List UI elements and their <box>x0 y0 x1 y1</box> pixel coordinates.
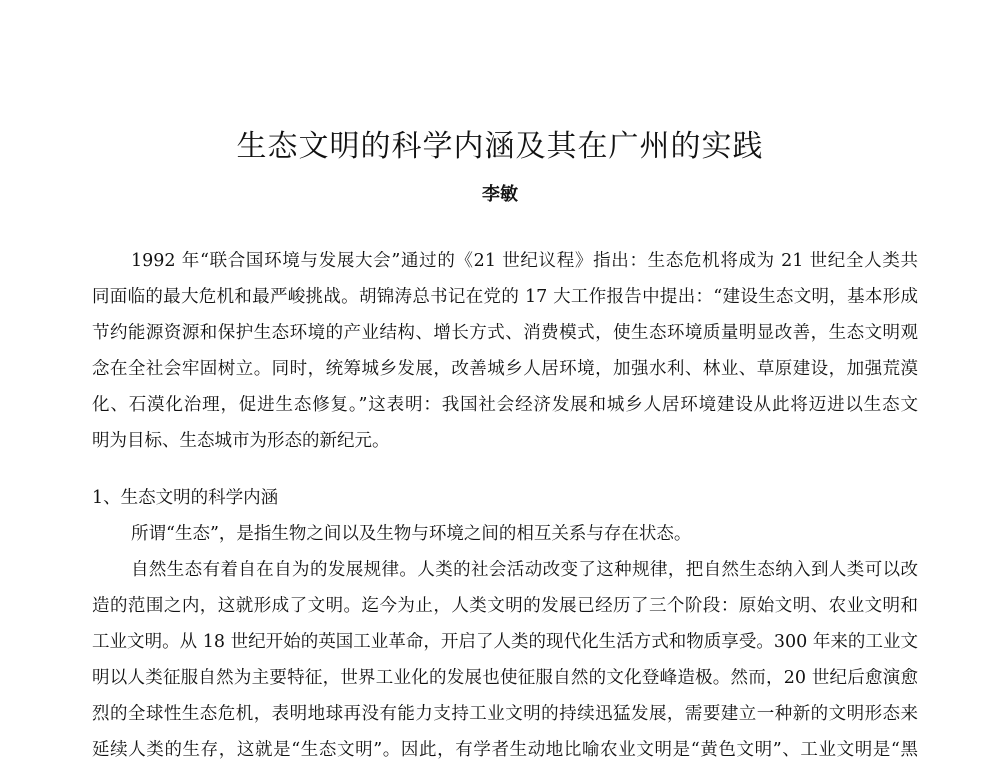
paragraph-1-line: 1992 年“联合国环境与发展大会”通过的《21 世纪议程》指出：生态危机将成为 21 世纪全人类共 <box>131 251 918 271</box>
paragraph-3-line: 自然生态有着自在自为的发展规律。人类的社会活动改变了这种规律，把自然生态纳入到人类可以改 <box>131 560 918 580</box>
paragraph-1-line: 同面临的最大危机和最严峻挑战。胡锦涛总书记在党的 17 大工作报告中提出：“建设生态文明，基本形成 <box>92 287 918 307</box>
paragraph-3-line: 明以人类征服自然为主要特征，世界工业化的发展也使征服自然的文化登峰造极。然而，20 世纪后愈演愈 <box>92 668 918 688</box>
paragraph-1-line: 明为目标、生态城市为形态的新纪元。 <box>92 431 390 451</box>
paragraph-2-line: 所谓“生态”，是指生物之间以及生物与环境之间的相互关系与存在状态。 <box>131 524 692 544</box>
paragraph-1-line: 念在全社会牢固树立。同时，统筹城乡发展，改善城乡人居环境，加强水利、林业、草原建设，加强荒漠 <box>92 359 918 379</box>
paragraph-1-line: 节约能源资源和保护生态环境的产业结构、增长方式、消费模式，使生态环境质量明显改善，生态文明观 <box>92 323 918 343</box>
section-1-heading: 1、生态文明的科学内涵 <box>92 488 279 508</box>
paragraph-3-line: 造的范围之内，这就形成了文明。迄今为止，人类文明的发展已经历了三个阶段：原始文明、农业文明和 <box>92 596 918 616</box>
paragraph-3-line: 工业文明。从 18 世纪开始的英国工业革命，开启了人类的现代化生活方式和物质享受。300 年来的工业文 <box>92 632 918 652</box>
document-title: 生态文明的科学内涵及其在广州的实践 <box>236 129 764 164</box>
paragraph-3-line: 烈的全球性生态危机，表明地球再没有能力支持工业文明的持续迅猛发展，需要建立一种新的文明形态来 <box>92 704 918 724</box>
paragraph-3-line: 延续人类的生存，这就是“生态文明”。因此，有学者生动地比喻农业文明是“黄色文明”、工业文明是“黑 <box>92 740 918 760</box>
author-name: 李敏 <box>482 184 518 205</box>
paragraph-1-line: 化、石漠化治理，促进生态修复。”这表明：我国社会经济发展和城乡人居环境建设从此将迈进以生态文 <box>92 395 918 415</box>
